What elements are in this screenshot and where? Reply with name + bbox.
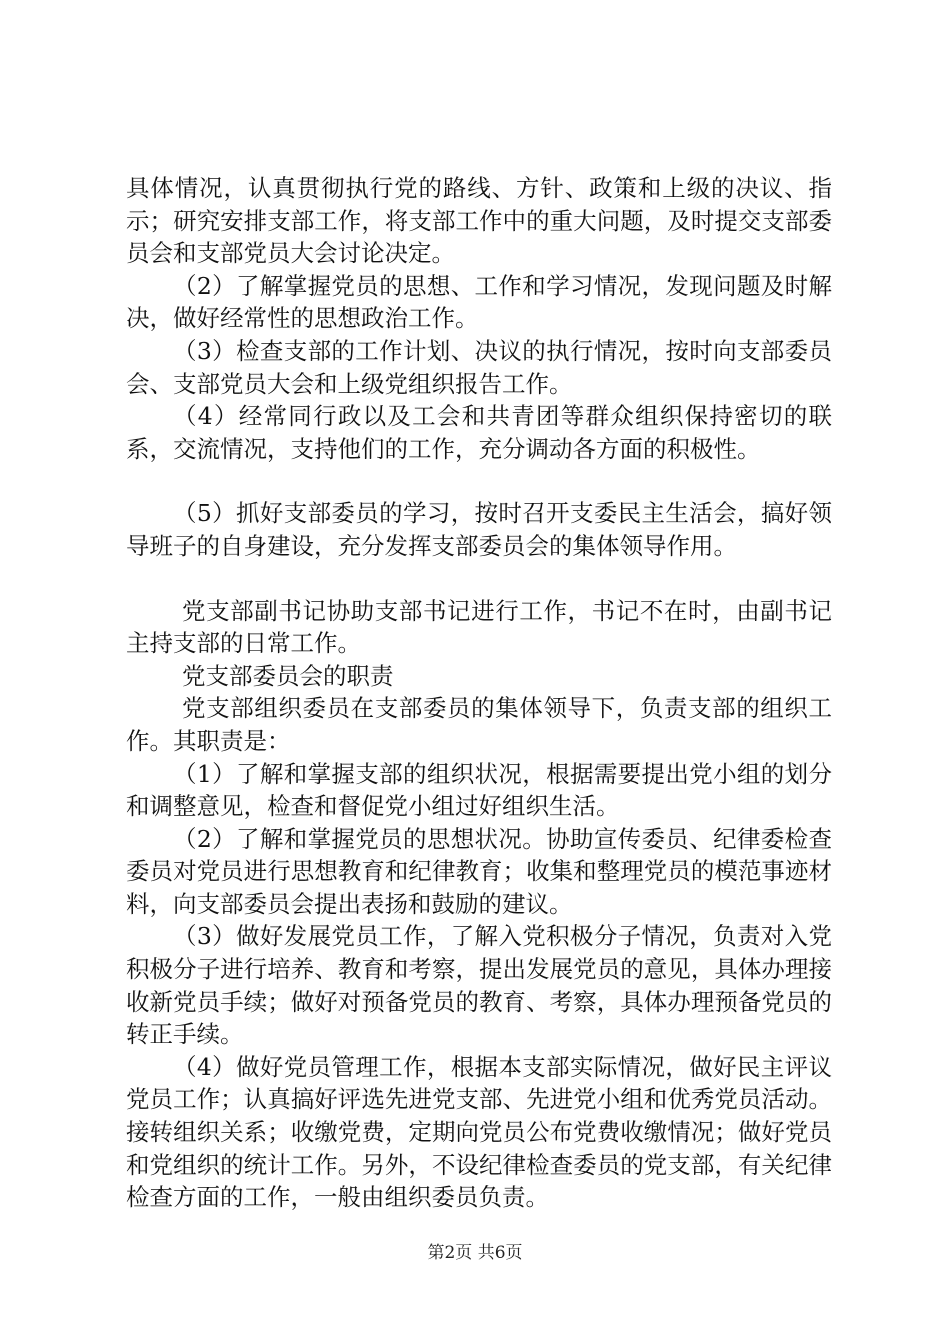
paragraph-continuation: 具体情况，认真贯彻执行党的路线、方针、政策和上级的决议、指示；研究安排支部工作，将支部工作中的重大问题，及时提交支部委员会和支部党员大会讨论决定。	[126, 174, 832, 268]
paragraph-item-3: （3）检查支部的工作计划、决议的执行情况，按时向支部委员会、支部党员大会和上级党组织报告工作。	[126, 336, 832, 398]
section-heading: 党支部委员会的职责	[182, 661, 394, 690]
paragraph-org-item-4: （4）做好党员管理工作，根据本支部实际情况，做好民主评议党员工作；认真搞好评选先进党支部、先进党小组和优秀党员活动。接转组织关系；收缴党费，定期向党员公布党费收缴情况；做好党员和党组织的统计工作。另外，不设纪律检查委员的党支部，有关纪律检查方面的工作，一般由组织委员负责。	[126, 1052, 832, 1212]
paragraph-org-item-3: （3）做好发展党员工作，了解入党积极分子情况，负责对入党积极分子进行培养、教育和考察，提出发展党员的意见，具体办理接收新党员手续；做好对预备党员的教育、考察，具体办理预备党员的转正手续。	[126, 922, 832, 1049]
paragraph-item-2: （2）了解掌握党员的思想、工作和学习情况，发现问题及时解决，做好经常性的思想政治工作。	[126, 271, 832, 333]
document-body	[126, 172, 832, 1214]
paragraph-item-4: （4）经常同行政以及工会和共青团等群众组织保持密切的联系，交流情况，支持他们的工作，充分调动各方面的积极性。	[126, 402, 832, 463]
paragraph-item-5: （5）抓好支部委员的学习，按时召开支委民主生活会，搞好领导班子的自身建设，充分发挥支部委员会的集体领导作用。	[126, 499, 832, 560]
paragraph-org-item-2: （2）了解和掌握党员的思想状况。协助宣传委员、纪律委检查委员对党员进行思想教育和纪律教育；收集和整理党员的模范事迹材料，向支部委员会提出表扬和鼓励的建议。	[126, 824, 832, 918]
paragraph-org-item-1: （1）了解和掌握支部的组织状况，根据需要提出党小组的划分和调整意见，检查和督促党小组过好组织生活。	[126, 759, 832, 821]
page-number-footer: 第2页 共6页	[427, 1243, 523, 1263]
paragraph-organization-member: 党支部组织委员在支部委员的集体领导下，负责支部的组织工作。其职责是：	[126, 694, 832, 755]
paragraph-deputy-secretary: 党支部副书记协助支部书记进行工作，书记不在时，由副书记主持支部的日常工作。	[126, 596, 832, 658]
